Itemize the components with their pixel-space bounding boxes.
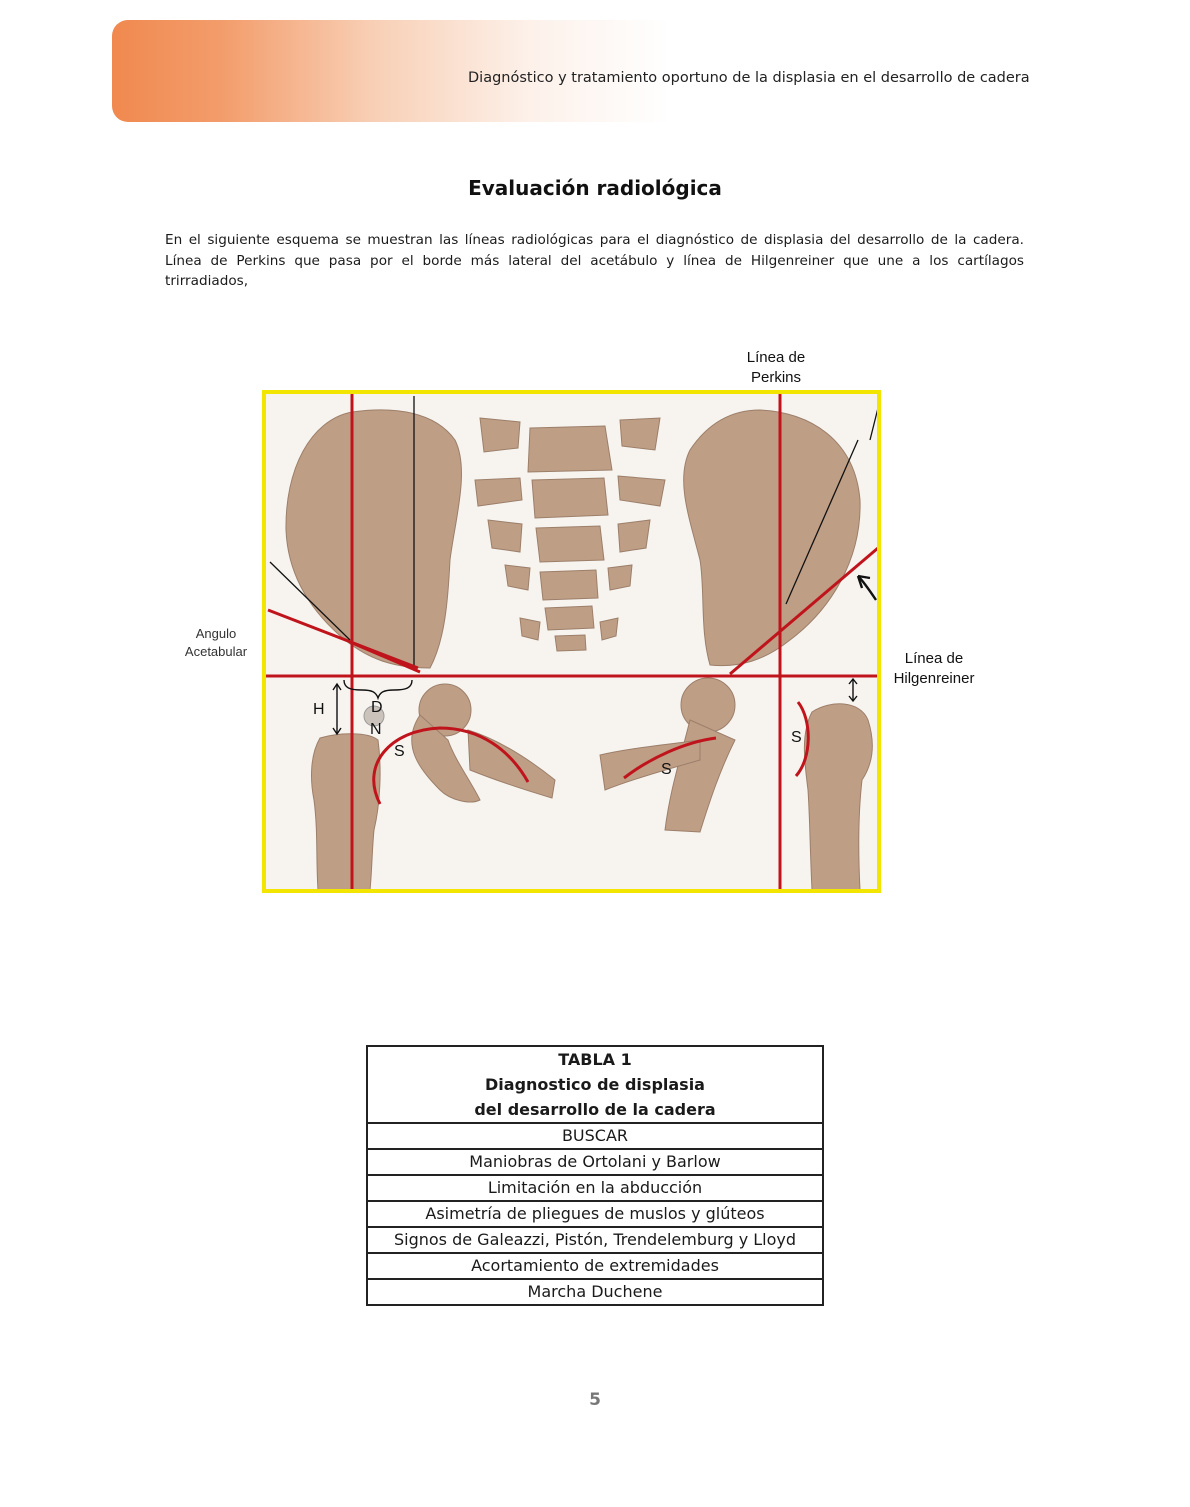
sacral-ala [520, 618, 540, 640]
section-title: Evaluación radiológica [468, 176, 722, 200]
sacral-ala [480, 418, 520, 452]
table-cell: BUSCAR [367, 1123, 823, 1149]
table-cell: Limitación en la abducción [367, 1175, 823, 1201]
label-d: D [371, 699, 383, 716]
table-title-line: TABLA 1 [558, 1050, 632, 1069]
table-cell: Acortamiento de extremidades [367, 1253, 823, 1279]
sacral-ala [608, 565, 632, 590]
table-cell: Asimetría de pliegues de muslos y glúteos [367, 1201, 823, 1227]
table-row [367, 1175, 823, 1201]
table-title-line: Diagnostico de displasia [485, 1075, 705, 1094]
table-row [367, 1123, 823, 1149]
sacral-ala [620, 418, 660, 450]
intro-line: En el siguiente esquema se muestran las líneas radiológicas para el diagnóstico de displasia del desarrollo de la cadera. [165, 232, 1024, 248]
table-row [367, 1279, 823, 1305]
running-title: Diagnóstico y tratamiento oportuno de la displasia en el desarrollo de cadera [468, 70, 1030, 86]
sacral-ala [488, 520, 522, 552]
sacral-ala [618, 520, 650, 552]
sacral-ala [600, 618, 618, 640]
angulo-label-line: Angulo [195, 626, 237, 641]
hilgenreiner-label-line: Línea de [904, 650, 964, 667]
intro-line: Línea de Perkins que pasa por el borde más lateral del acetábulo y línea de Hilgenreiner que une a los cartílagos [165, 252, 1024, 269]
sacrum-segment [536, 526, 604, 562]
diagnosis-table [366, 1045, 824, 1306]
intro-line: trirradiados, [165, 273, 249, 289]
hilgenreiner-label-line: Hilgenreiner [893, 670, 975, 687]
table-row [367, 1201, 823, 1227]
table-row [367, 1253, 823, 1279]
left-femur [312, 734, 381, 890]
perkins-label-line: Línea de [746, 349, 806, 366]
sacrum-segment [545, 606, 594, 630]
table-title-line: del desarrollo de la cadera [474, 1100, 716, 1119]
table-cell: Marcha Duchene [367, 1279, 823, 1305]
sacrum-segment [532, 478, 608, 518]
sacrum-segment [555, 635, 586, 651]
table-row [367, 1227, 823, 1253]
label-s: S [394, 743, 405, 760]
label-s: S [661, 761, 672, 778]
table-header-cell [367, 1046, 823, 1123]
angulo-label-line: Acetabular [184, 644, 248, 659]
table-header-row [367, 1046, 823, 1123]
perkins-label-line: Perkins [750, 369, 802, 386]
page-number: 5 [589, 1390, 601, 1410]
sacral-ala [505, 565, 530, 590]
table-cell: Maniobras de Ortolani y Barlow [367, 1149, 823, 1175]
sacrum-segment [540, 570, 598, 600]
label-n: N [370, 721, 382, 738]
label-h: H [313, 701, 325, 718]
sacrum-segment [528, 426, 612, 472]
table-row [367, 1149, 823, 1175]
label-s: S [791, 729, 802, 746]
table-cell: Signos de Galeazzi, Pistón, Trendelemburg y Lloyd [367, 1227, 823, 1253]
